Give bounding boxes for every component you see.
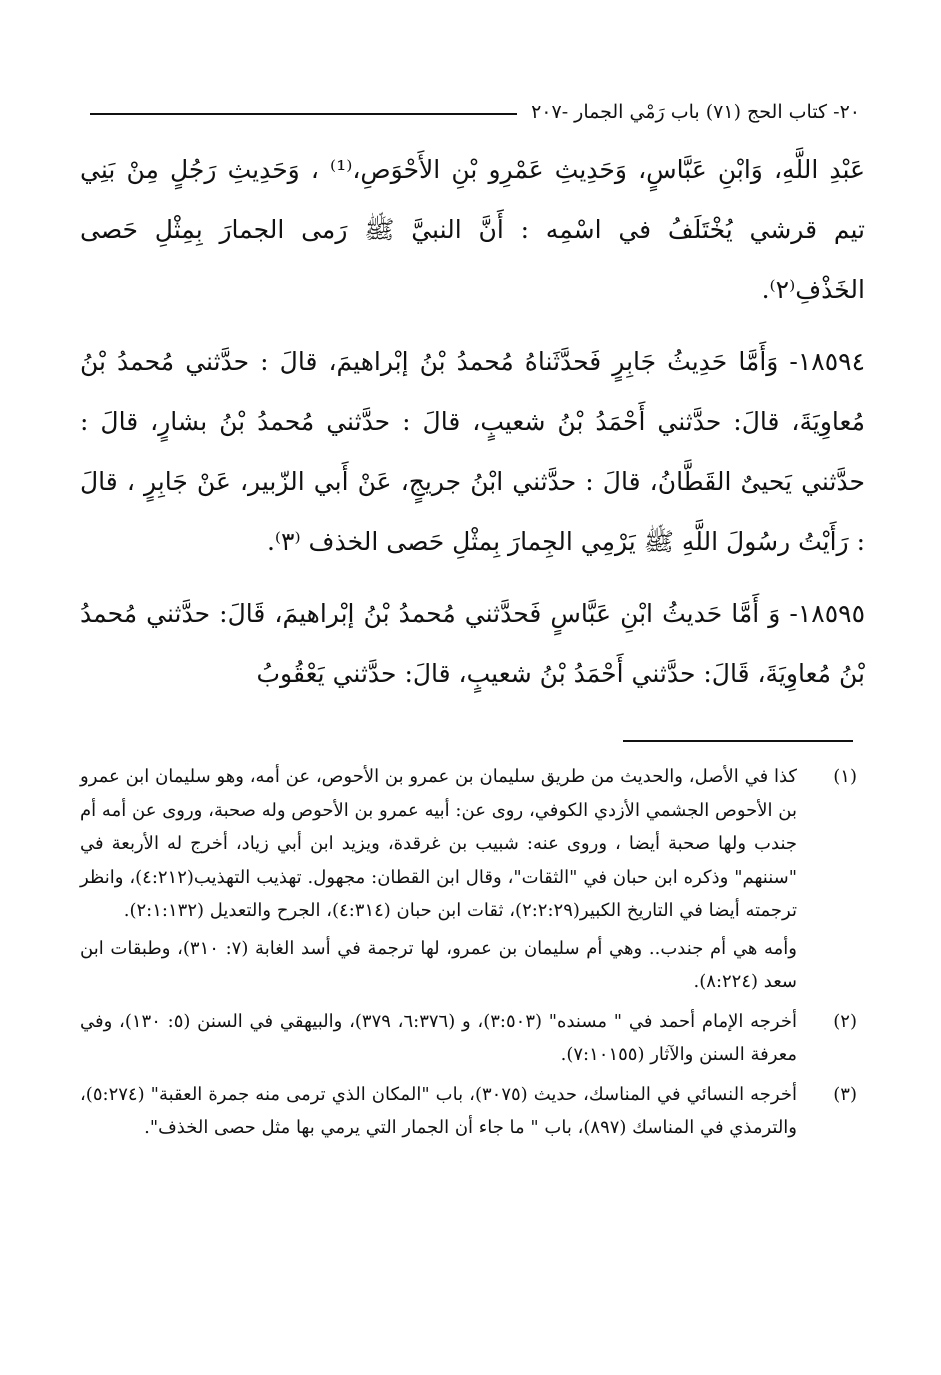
footnotes xyxy=(80,760,857,1145)
running-header xyxy=(90,92,860,132)
footnote-number: (٢) xyxy=(833,1010,857,1032)
footnote-text xyxy=(80,760,797,999)
footnote-body: كذا في الأصل، والحديث من طريق سليمان بن عمرو بن الأحوص، عن أمه، وهو سليمان ابن عمرو بن الأحوص الجشمي الأزدي الكوفي، روى عن: أبيه عمرو بن الأحوص وله صحبة، وروى عن أمه أم جندب ولها صحبة أيضا ، وروى عنه: شبيب بن غرقدة، ويزيد ابن أبي زياد، أخرج له الأربعة في "سننهم" وذكره ابن حبان في "الثقات"، وقال ابن القطان: مجهول. تهذيب التهذيب(٤:٢١٢)، وانظر ترجمته أيضا في التاريخ الكبير(٢:٢:٢٩)، ثقات ابن حبان (٤:٣١٤)، الجرح والتعديل (٢:١:١٣٢). xyxy=(80,766,797,921)
hadith-18595: ١٨٥٩٥- وَ أَمَّا حَديثُ ابْنِ عَبَّاسٍ فَحدَّثني مُحمدُ بْنُ إبْراهيمَ، قَالَ: حدَّثني مُحمدُ بْنُ مُعاوِيَةَ، قَالَ: حدَّثني أَحْمَدُ بْنُ شعيبٍ، قالَ: حدَّثني يَعْقُوبُ xyxy=(80,599,865,688)
footnote-text: أخرجه النسائي في المناسك، حديث (٣٠٧٥)، باب "المكان الذي ترمى منه جمرة العقبة" (٥:٢٧٤)، والترمذي في المناسك (٨٩٧)، باب " ما جاء أن الجمار التي يرمي بها مثل حصى الخذف". xyxy=(80,1083,797,1138)
footnote-number: (٣) xyxy=(833,1083,857,1105)
footnote-1 xyxy=(80,760,857,999)
paragraph-intro: عَبْدِ اللَّهِ، وَابْنِ عَبَّاسٍ، وَحَدِيثِ عَمْرِو بْنِ الأَحْوَصِ،⁽¹⁾ ، وَحَدِيثِ رَجُلٍ مِنْ بَنِي تيم قرشي يُخْتَلَفُ في اسْمِه : أَنَّ النبيَّ ﷺ رَمى الجمارَ بِمِثْلِ حَصى الخَذْفِ⁽٢⁾. xyxy=(80,155,865,304)
hadith-18594: ١٨٥٩٤- وَأَمَّا حَدِيثُ جَابِرٍ فَحدَّثَناهُ مُحمدُ بْنُ إبْراهيمَ، قالَ : حدَّثني مُحمدُ بْنُ مُعاوِيَةَ، قالَ: حدَّثني أَحْمَدُ بْنُ شعيبٍ، قالَ : حدَّثني مُحمدُ بْنُ بشارٍ، قالَ : حدَّثني يَحيىٌ القَطَّانُ، قالَ : حدَّثني ابْنُ جريجٍ، عَنْ أَبي الزّبير، عَنْ جَابِرٍ ، قالَ : رَأَيْتُ رسُولَ اللَّهِ ﷺ يَرْمِي الجِمارَ بِمثْلِ حَصى الخذف ⁽٣⁾. xyxy=(80,347,865,556)
footnote-separator xyxy=(623,740,853,742)
footnote-text: أخرجه الإمام أحمد في " مسنده" (٣:٥٠٣)، و (٦:٣٧٦، ٣٧٩)، والبيهقي في السنن (٥: ١٣٠)، وفي معرفة السنن والآثار (٧:١٠١٥٥). xyxy=(80,1010,797,1065)
running-head-title: ٢٠- كتاب الحج (٧١) باب رَمْي الجمار -٢٠٧ xyxy=(531,101,860,123)
main-text xyxy=(80,140,865,704)
header-rule xyxy=(90,113,517,115)
footnote-continuation: وأمه هي أم جندب.. وهي أم سليمان بن عمرو، لها ترجمة في أسد الغابة (٧: ٣١٠)، وطبقات ابن سعد (٨:٢٢٤). xyxy=(80,937,797,992)
footnote-3 xyxy=(80,1078,857,1145)
footnote-number: (١) xyxy=(833,766,857,787)
footnote-2 xyxy=(80,1005,857,1072)
